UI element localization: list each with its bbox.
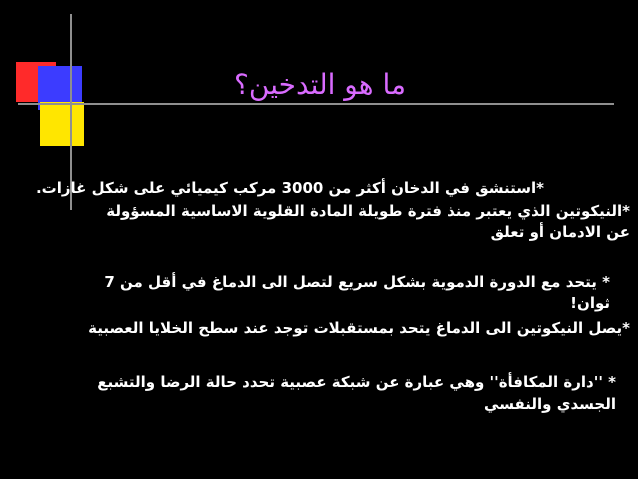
- paragraph-3-line-2: ثوان!: [570, 294, 610, 312]
- paragraph-4: *يصل النيكوتين الى الدماغ يتحد بمستقبلات توجد عند سطح الخلايا العصبية: [88, 319, 630, 337]
- paragraph-2-line-1: *النيكوتين الذي يعتبر منذ فترة طويلة المادة القلوية الاساسية المسؤولة: [106, 202, 630, 220]
- paragraph-5-line-1: * ''دارة المكافأة'' وهي عبارة عن شبكة عصبية تحدد حالة الرضا والتشبع: [97, 373, 616, 391]
- paragraph-5-line-2: الجسدي والنفسي: [484, 395, 616, 413]
- paragraph-3-line-1: * يتحد مع الدورة الدموية بشكل سريع لتصل الى الدماغ في أقل من 7: [104, 273, 610, 291]
- paragraph-1: *استنشق في الدخان أكثر من 3000 مركب كيميائي على شكل غازات.: [35, 179, 544, 197]
- paragraph-2-line-2: عن الادمان أو تعلق: [490, 223, 630, 241]
- slide-title: ما هو التدخين؟: [234, 68, 406, 101]
